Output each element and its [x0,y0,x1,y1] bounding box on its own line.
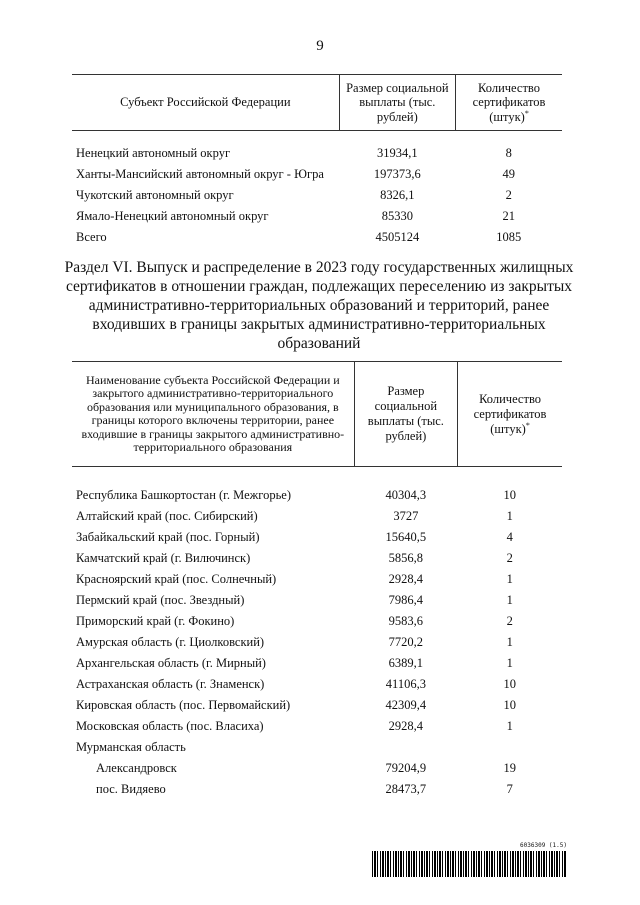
row-payment: 31934,1 [377,146,418,160]
section-title: Раздел VI. Выпуск и распределение в 2023 году государственных жилищных сертификатов в отношении граждан, подлежащих переселению из закрытых административно-территориальных образований и территорий, ранее входивших в границы закрытых административно-территориальных образований [64,259,574,352]
row-payment: 7986,4 [388,593,424,607]
barcode-block [372,842,567,877]
closed-territories-table [72,361,562,800]
footnote-mark: * [525,420,530,430]
table-header-row [72,362,562,467]
table-row [72,206,562,227]
row-subject: Астраханская область (г. Знаменск) [76,677,265,691]
header-count [456,75,562,131]
row-count: 1 [506,509,513,523]
row-count: 1 [506,593,513,607]
barcode [372,851,567,877]
row-subject: Забайкальский край (пос. Горный) [76,530,260,544]
row-count: 49 [502,167,516,181]
header-subject: Наименование субъекта Российской Федерации и закрытого административно-территориального образования или муниципального образования, в границы которого включены территории, ранее входившие в границы закрытого административно-территориального образования [72,362,354,467]
footnote-mark: * [524,108,529,118]
row-subject: Александровск [96,761,177,775]
row-subject: Мурманская область [76,740,186,754]
row-subject: Приморский край (г. Фокино) [76,614,235,628]
row-count: 1085 [496,230,522,244]
table-header-row [72,75,562,131]
header-count-text: Количество сертификатов (штук) [472,80,546,124]
table-row [72,758,562,779]
row-subject: Ненецкий автономный округ [76,146,231,160]
table-row [72,506,562,527]
row-count [458,737,562,758]
row-subject: Амурская область (г. Циолковский) [76,635,265,649]
row-count: 7 [506,782,513,796]
row-count: 2 [506,614,513,628]
row-subject: Красноярский край (пос. Солнечный) [76,572,277,586]
row-subject: Чукотский автономный округ [76,188,234,202]
row-count: 19 [503,761,517,775]
row-payment: 5856,8 [388,551,424,565]
table-row [72,590,562,611]
row-count: 4 [506,530,513,544]
row-payment: 8326,1 [380,188,415,202]
table-row [72,611,562,632]
table-row [72,527,562,548]
row-payment: 40304,3 [385,488,427,502]
row-payment: 9583,6 [388,614,424,628]
table-row [72,143,562,164]
row-subject: Всего [76,230,107,244]
row-payment [354,737,457,758]
total-row [72,227,562,248]
row-subject: пос. Видяево [96,782,166,796]
row-count: 10 [503,677,517,691]
row-payment: 7720,2 [388,635,424,649]
header-count-text: Количество сертификатов (штук) [473,391,547,436]
row-payment: 4505124 [375,230,420,244]
table-row [72,548,562,569]
table-group-row [72,737,562,758]
row-payment: 2928,4 [388,719,424,733]
row-payment: 42309,4 [385,698,427,712]
row-subject: Ямало-Ненецкий автономный округ [76,209,269,223]
header-subject: Субъект Российской Федерации [72,75,339,131]
row-payment: 2928,4 [388,572,424,586]
row-count: 1 [506,572,513,586]
table-row [72,164,562,185]
row-count: 1 [506,635,513,649]
table-row [72,779,562,800]
row-subject: Архангельская область (г. Мирный) [76,656,266,670]
row-subject: Алтайский край (пос. Сибирский) [76,509,258,523]
table-row [72,653,562,674]
row-payment: 15640,5 [385,530,427,544]
row-count: 2 [506,551,513,565]
row-payment: 6389,1 [388,656,424,670]
row-subject: Республика Башкортостан (г. Межгорье) [76,488,292,502]
certificates-table-continued [72,74,562,248]
row-count: 10 [503,488,517,502]
row-subject: Пермский край (пос. Звездный) [76,593,245,607]
table-row [72,632,562,653]
header-payment: Размер социальной выплаты (тыс. рублей) [339,75,455,131]
table-row [72,485,562,506]
header-count [458,362,562,467]
row-payment: 41106,3 [385,677,426,691]
row-count: 1 [506,719,513,733]
table-row [72,674,562,695]
row-subject: Кировская область (пос. Первомайский) [76,698,291,712]
row-payment: 79204,9 [385,761,427,775]
row-count: 1 [506,656,513,670]
barcode-label: 6036309 (1.5) [520,842,567,849]
row-subject: Камчатский край (г. Вилючинск) [76,551,251,565]
row-count: 2 [505,188,512,202]
row-count: 21 [502,209,516,223]
row-payment: 85330 [381,209,413,223]
row-payment: 28473,7 [385,782,427,796]
table-row [72,695,562,716]
row-payment: 197373,6 [373,167,421,181]
header-payment: Размер социальной выплаты (тыс. рублей) [354,362,457,467]
row-count: 8 [505,146,512,160]
table-row [72,569,562,590]
row-count: 10 [503,698,517,712]
table-row [72,185,562,206]
table-row [72,716,562,737]
row-subject: Московская область (пос. Власиха) [76,719,264,733]
page-number: 9 [316,38,324,54]
row-subject: Ханты-Мансийский автономный округ - Югра [76,167,324,181]
row-payment: 3727 [393,509,419,523]
